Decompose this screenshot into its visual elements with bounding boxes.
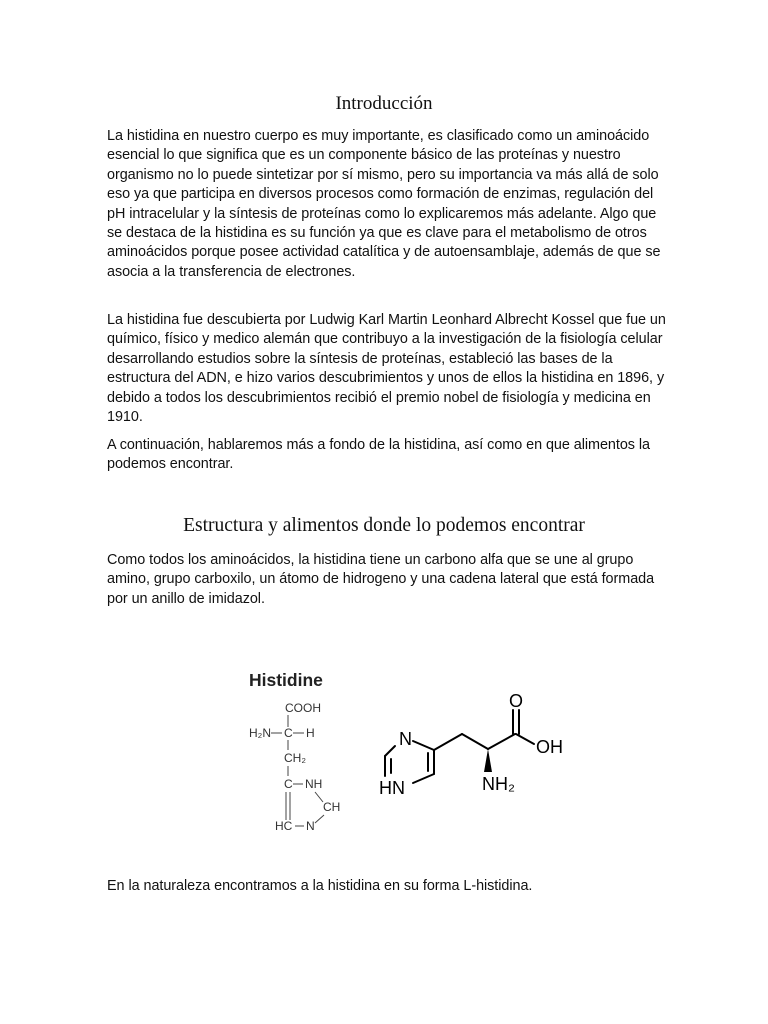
c-alpha-label: C (284, 726, 293, 740)
skeletal-o-label: O (509, 691, 524, 711)
c-ring-label: C (284, 777, 293, 791)
h2n-label: H₂N (249, 726, 271, 740)
skeletal-hn-label: HN (379, 778, 405, 798)
skeletal-nh2-label: NH₂ (482, 774, 515, 794)
skeletal-n-label: N (399, 729, 412, 749)
skeletal-oh-label: OH (536, 737, 563, 757)
intro-paragraph-3: A continuación, hablaremos más a fondo de la histidina, así como en que alimentos la podemos encontrar. (107, 437, 650, 473)
n-label: N (306, 819, 315, 833)
hc-label: HC (275, 819, 293, 833)
structure-paragraph-1: Como todos los aminoácidos, la histidina tiene un carbono alfa que se une al grupo amino, grupo carboxilo, un átomo de hidrogeno y una cadena lateral que está formada por un anillo de imidazol. (107, 552, 655, 607)
intro-paragraph-2: La histidina fue descubierta por Ludwig Karl Martin Leonhard Albrecht Kossel que fue un químico, físico y medico alemán que contribuyo a la investigación de la fisiología celular desarrollando estudios sobre la síntesis de proteínas, estableció las bases de la estructura del ADN, e hizo varios descubrimientos y unos de ellos la histidina en 1896, y debido a todos los descubrimientos recibió el premio nobel de fisiología y medicina en 1910. (107, 312, 666, 426)
cooh-label: COOH (285, 701, 321, 715)
histidine-diagram (237, 652, 577, 835)
intro-heading: Introducción (335, 93, 433, 114)
figure-title: Histidine (249, 670, 323, 690)
structure-paragraph-2: En la naturaleza encontramos a la histidina en su forma L-histidina. (107, 878, 533, 894)
h-label: H (306, 726, 315, 740)
structure-heading: Estructura y alimentos donde lo podemos encontrar (183, 515, 585, 536)
ch-label: CH (323, 800, 341, 814)
intro-paragraph-1: La histidina en nuestro cuerpo es muy importante, es clasificado como un aminoácido esencial lo que significa que es un componente básico de las proteínas y nuestro organismo no lo puede sintetizar por sí mismo, pero su importancia va más allá de solo eso ya que participa en diversos procesos como formación de enzimas, regulación del pH intracelular y la síntesis de proteínas como lo explicaremos más adelante. Algo que se destaca de la histidina es su función ya que es clave para el metabolismo de otros aminoácidos porque posee actividad catalítica y de autoensamblaje, además de que se asocia a la transferencia de electrones. (107, 128, 661, 280)
histidine-structure-figure (237, 652, 577, 835)
nh-label: NH (305, 777, 323, 791)
ch2-label: CH₂ (284, 751, 306, 765)
